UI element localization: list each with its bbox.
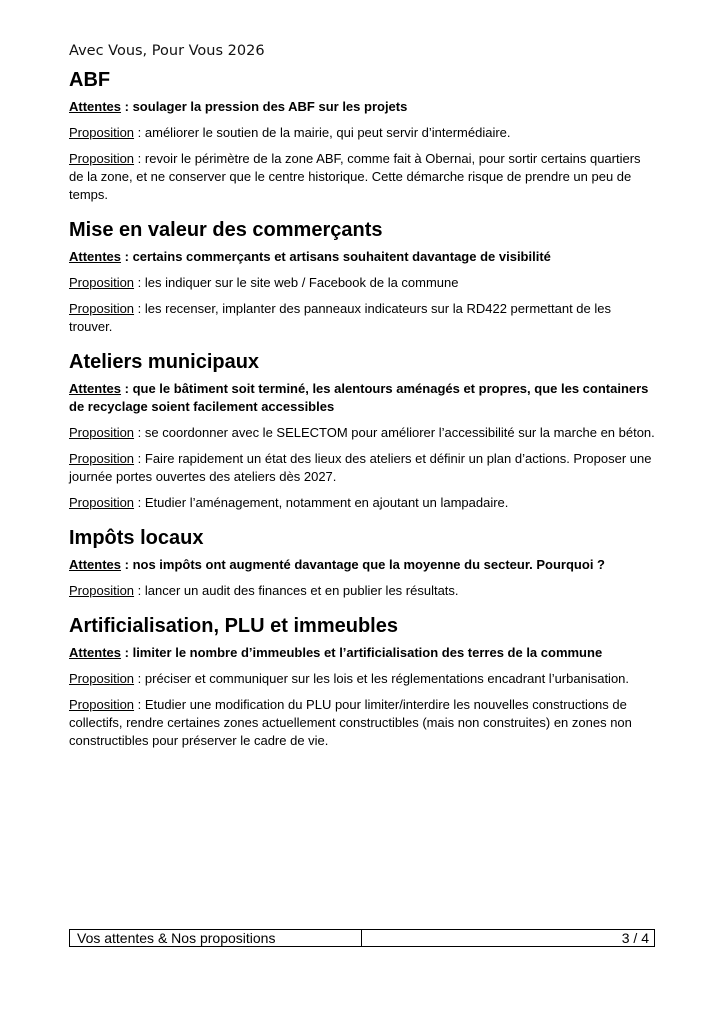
attentes-label: Attentes	[69, 99, 122, 114]
attentes-line: Attentes : que le bâtiment soit terminé, les alentours aménagés et propres, que les containers de recyclage soient facilement accessibles	[69, 381, 649, 414]
attentes-text: nos impôts ont augmenté davantage que la moyenne du secteur. Pourquoi ?	[132, 557, 605, 572]
attentes-line: Attentes : soulager la pression des ABF sur les projets	[69, 99, 408, 114]
proposition-text: préciser et communiquer sur les lois et les réglementations encadrant l’urbanisation.	[144, 671, 630, 686]
proposition-label: Proposition	[69, 125, 135, 140]
proposition-line: Proposition : Etudier une modification du PLU pour limiter/interdire les nouvelles constructions de collectifs, rendre certaines zones actuellement constructibles (mais non construites) en zones non constructibles pour préserver le cadre de vie.	[69, 697, 632, 748]
section-title: Mise en valeur des commerçants	[69, 219, 383, 241]
section-title: Impôts locaux	[69, 527, 204, 549]
attentes-label: Attentes	[69, 645, 122, 660]
attentes-line: Attentes : limiter le nombre d’immeubles et l’artificialisation des terres de la commune	[69, 645, 603, 660]
proposition-text: Etudier une modification du PLU pour limiter/interdire les nouvelles constructions de collectifs, rendre certaines zones actuellement constructibles (mais non construites) en zones non constructibles pour préserver le cadre de vie.	[69, 697, 632, 748]
proposition-line: Proposition : se coordonner avec le SELECTOM pour améliorer l’accessibilité sur la marche en béton.	[69, 425, 655, 440]
proposition-label: Proposition	[69, 495, 135, 510]
proposition-label: Proposition	[69, 671, 135, 686]
attentes-label: Attentes	[69, 249, 122, 264]
page-footer	[69, 929, 655, 947]
proposition-label: Proposition	[69, 275, 135, 290]
section-commercants	[69, 218, 655, 336]
proposition-text: Faire rapidement un état des lieux des ateliers et définir un plan d’actions. Proposer une journée portes ouvertes des ateliers dès 2027.	[69, 451, 652, 484]
proposition-label: Proposition	[69, 451, 135, 466]
proposition-text: améliorer le soutien de la mairie, qui peut servir d’intermédiaire.	[144, 125, 511, 140]
attentes-line: Attentes : certains commerçants et artisans souhaitent davantage de visibilité	[69, 249, 551, 264]
attentes-line: Attentes : nos impôts ont augmenté davantage que la moyenne du secteur. Pourquoi ?	[69, 557, 605, 572]
proposition-label: Proposition	[69, 583, 135, 598]
proposition-label: Proposition	[69, 301, 135, 316]
proposition-label: Proposition	[69, 425, 135, 440]
section-title: Artificialisation, PLU et immeubles	[69, 615, 398, 637]
proposition-text: les recenser, implanter des panneaux indicateurs sur la RD422 permettant de les trouver.	[69, 301, 611, 334]
section-title: Ateliers municipaux	[69, 351, 260, 373]
page-number: 3 / 4	[621, 930, 649, 946]
proposition-text: Etudier l’aménagement, notamment en ajoutant un lampadaire.	[144, 495, 509, 510]
proposition-line: Proposition : lancer un audit des finances et en publier les résultats.	[69, 583, 459, 598]
proposition-line: Proposition : préciser et communiquer sur les lois et les réglementations encadrant l’urbanisation.	[69, 671, 630, 686]
proposition-line: Proposition : Etudier l’aménagement, notamment en ajoutant un lampadaire.	[69, 495, 509, 510]
attentes-text: soulager la pression des ABF sur les projets	[132, 99, 408, 114]
proposition-text: se coordonner avec le SELECTOM pour améliorer l’accessibilité sur la marche en béton.	[144, 425, 655, 440]
proposition-line: Proposition : revoir le périmètre de la zone ABF, comme fait à Obernai, pour sortir certains quartiers de la zone, et ne conserver que le centre historique. Cette démarche risque de prendre un peu de temps.	[69, 151, 641, 202]
proposition-label: Proposition	[69, 697, 135, 712]
proposition-text: revoir le périmètre de la zone ABF, comme fait à Obernai, pour sortir certains quartiers de la zone, et ne conserver que le centre historique. Cette démarche risque de prendre un peu de temps.	[69, 151, 641, 202]
proposition-line: Proposition : les recenser, implanter des panneaux indicateurs sur la RD422 permettant de les trouver.	[69, 301, 611, 334]
attentes-text: certains commerçants et artisans souhaitent davantage de visibilité	[132, 249, 551, 264]
section-ateliers	[69, 350, 655, 512]
section-abf	[69, 68, 655, 204]
proposition-label: Proposition	[69, 151, 135, 166]
section-artificialisation	[69, 614, 655, 750]
attentes-label: Attentes	[69, 557, 122, 572]
attentes-text: que le bâtiment soit terminé, les alentours aménagés et propres, que les containers de recyclage soient facilement accessibles	[69, 381, 649, 414]
proposition-text: les indiquer sur le site web / Facebook de la commune	[144, 275, 459, 290]
footer-title: Vos attentes & Nos propositions	[70, 930, 362, 946]
proposition-line: Proposition : améliorer le soutien de la mairie, qui peut servir d’intermédiaire.	[69, 125, 511, 140]
proposition-line: Proposition : les indiquer sur le site web / Facebook de la commune	[69, 275, 459, 290]
page-header: Avec Vous, Pour Vous 2026	[69, 43, 265, 59]
attentes-text: limiter le nombre d’immeubles et l’artificialisation des terres de la commune	[132, 645, 603, 660]
attentes-label: Attentes	[69, 381, 122, 396]
section-title: ABF	[69, 69, 111, 91]
section-impots	[69, 526, 655, 600]
proposition-text: lancer un audit des finances et en publier les résultats.	[144, 583, 459, 598]
document-body	[69, 68, 655, 758]
proposition-line: Proposition : Faire rapidement un état des lieux des ateliers et définir un plan d’actions. Proposer une journée portes ouvertes des ateliers dès 2027.	[69, 451, 652, 484]
